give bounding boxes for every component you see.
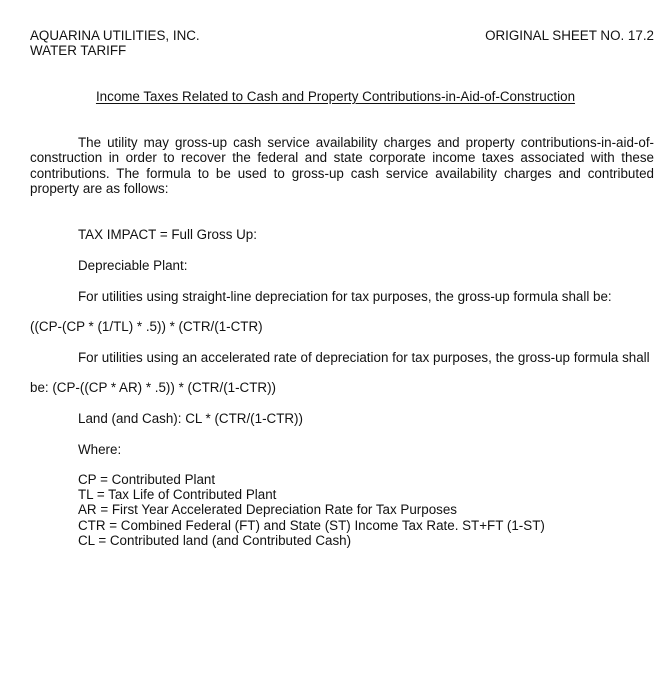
- definition-cp: CP = Contributed Plant: [78, 472, 216, 487]
- where-label: Where:: [78, 442, 122, 457]
- section-title-container: [0, 89, 671, 104]
- definition-tl: TL = Tax Life of Contributed Plant: [78, 487, 277, 503]
- depreciable-plant-heading: Depreciable Plant:: [78, 258, 188, 273]
- land-formula: Land (and Cash): CL * (CTR/(1-CTR)): [78, 411, 303, 426]
- definition-ctr: CTR = Combined Federal (FT) and State (ST) Income Tax Rate. ST+FT (1-ST): [78, 517, 545, 533]
- definitions-list: [78, 472, 545, 548]
- intro-paragraph: [30, 135, 654, 196]
- header-left: [30, 28, 200, 58]
- straight-line-formula: ((CP-(CP * (1/TL) * .5)) * (CTR/(1-CTR): [30, 319, 263, 334]
- accelerated-formula: be: (CP-((CP * AR) * .5)) * (CTR/(1-CTR)): [30, 380, 276, 395]
- intro-text: The utility may gross-up cash service availability charges and property contributions-in-aid-of-construction in order to recover the federal and state corporate income taxes associated with these contributions. The formula to be used to gross-up cash service availability charges and contributed property are as follows:: [30, 135, 654, 196]
- company-name: AQUARINA UTILITIES, INC.: [30, 28, 200, 43]
- tax-impact-line: TAX IMPACT = Full Gross Up:: [78, 227, 257, 242]
- definition-ar: AR = First Year Accelerated Depreciation Rate for Tax Purposes: [78, 502, 457, 518]
- section-title: Income Taxes Related to Cash and Property Contributions-in-Aid-of-Construction: [95, 89, 576, 104]
- tariff-name: WATER TARIFF: [30, 43, 127, 58]
- straight-line-text: For utilities using straight-line depreciation for tax purposes, the gross-up formula shall be:: [78, 289, 612, 304]
- sheet-number: ORIGINAL SHEET NO. 17.2: [485, 28, 654, 43]
- accelerated-text: For utilities using an accelerated rate of depreciation for tax purposes, the gross-up formula shall: [78, 350, 650, 365]
- definition-cl: CL = Contributed land (and Contributed Cash): [78, 532, 352, 548]
